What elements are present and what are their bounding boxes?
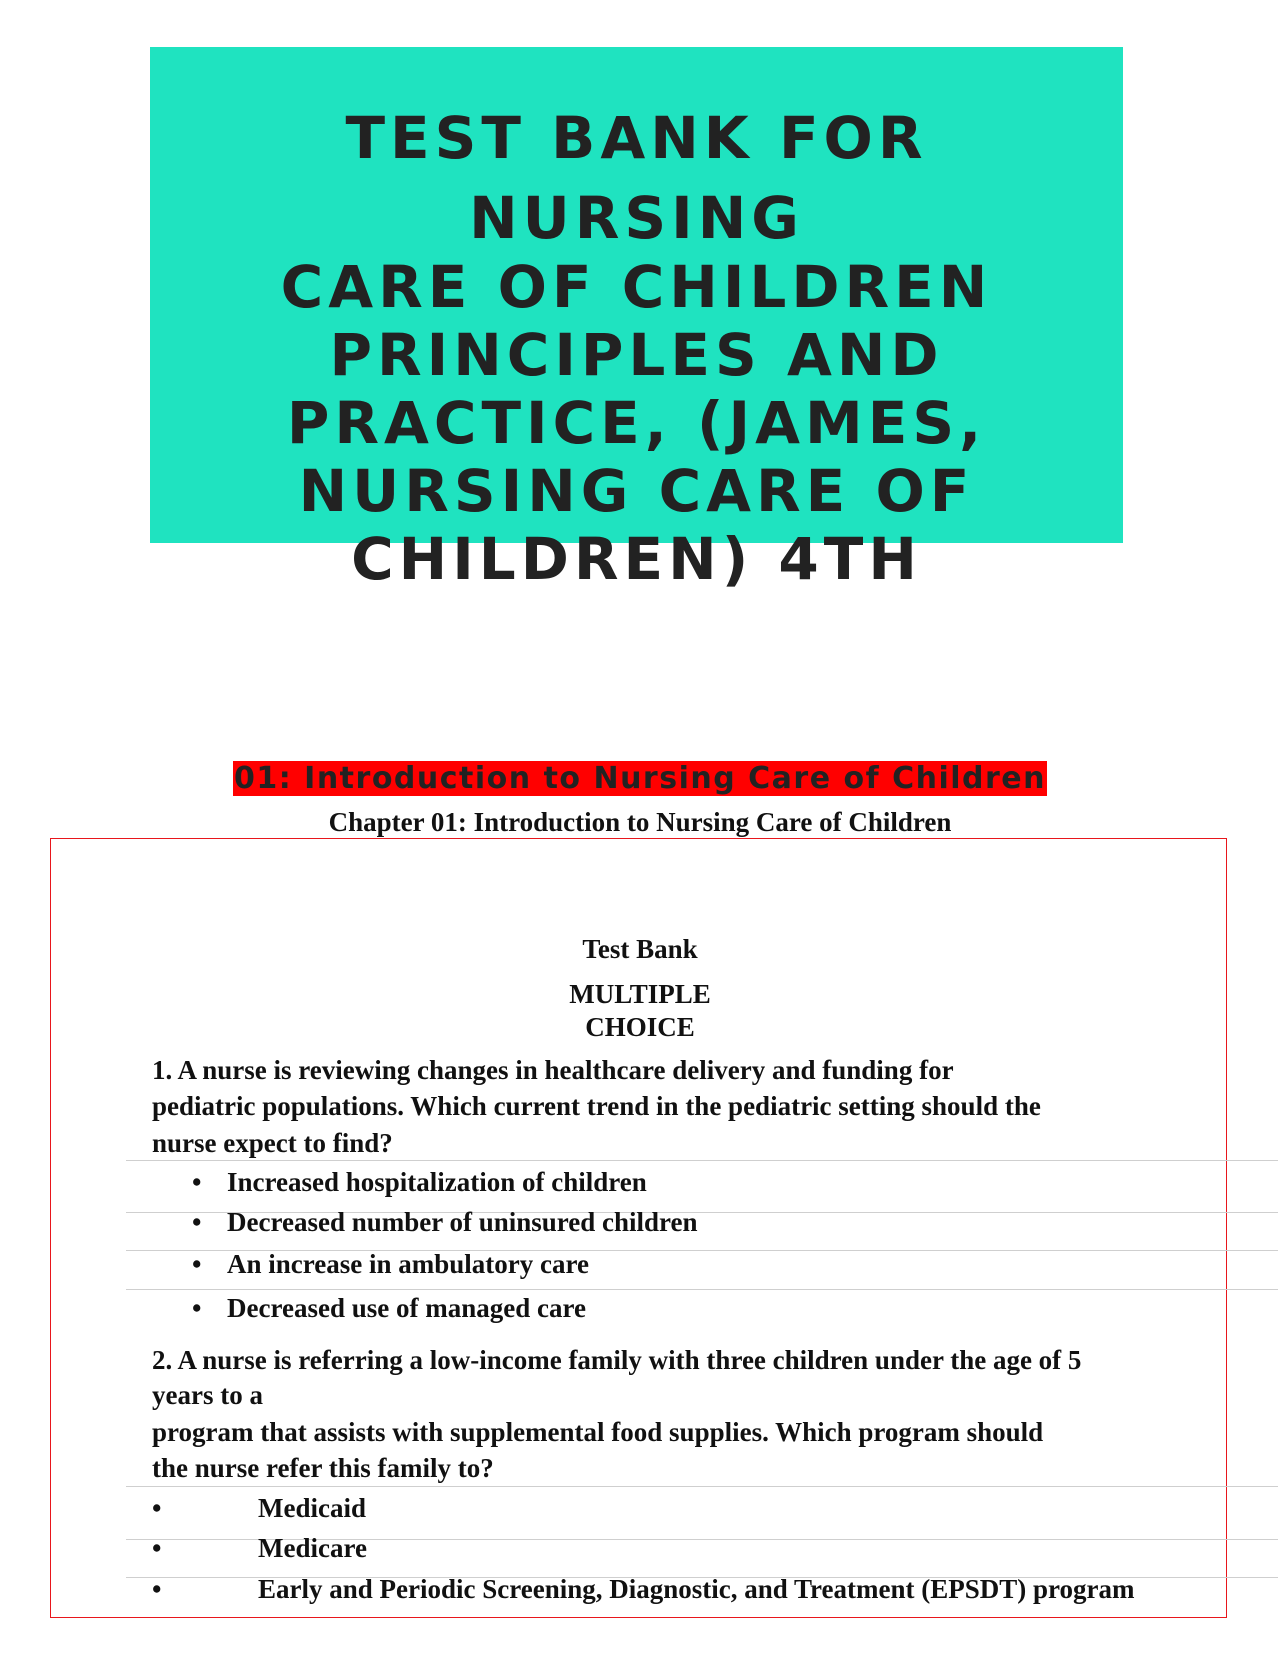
answer-option-label: Increased hospitalization of children: [227, 1167, 647, 1197]
question-text-line: program that assists with supplemental food supplies. Which program should: [152, 1417, 1044, 1447]
question-text-line: the nurse refer this family to?: [152, 1453, 494, 1483]
title-line: CHILDREN) 4TH: [351, 525, 922, 593]
bullet: •: [192, 1249, 202, 1279]
title-line: TEST BANK FOR: [345, 104, 928, 172]
answer-option-label: An increase in ambulatory care: [227, 1249, 589, 1279]
answer-option-label: Medicaid: [258, 1493, 366, 1523]
bullet: •: [152, 1533, 162, 1563]
chapter-subtitle: Chapter 01: Introduction to Nursing Care of Children: [328, 807, 952, 837]
chapter-heading-highlighted: [0, 760, 1280, 798]
question-text-line: nurse expect to find?: [152, 1128, 393, 1158]
divider: [126, 1486, 1278, 1487]
answer-option-label: Decreased use of managed care: [227, 1293, 586, 1323]
section-heading: Test Bank: [582, 934, 698, 964]
chapter-heading-text: 01: Introduction to Nursing Care of Children: [233, 761, 1047, 796]
question-text-line: 1. A nurse is reviewing changes in healthcare delivery and funding for: [152, 1055, 954, 1085]
answer-option-label: Early and Periodic Screening, Diagnostic, and Treatment (EPSDT) program: [258, 1574, 1135, 1604]
title-line: PRACTICE, (JAMES,: [286, 389, 987, 457]
bullet: •: [192, 1167, 202, 1197]
question-text-line: 2. A nurse is referring a low-income family with three children under the age of 5: [152, 1345, 1082, 1375]
question-text-line: years to a: [152, 1380, 263, 1410]
title-line: CARE OF CHILDREN: [280, 253, 993, 321]
title-line: NURSING: [469, 184, 804, 252]
divider: [126, 1289, 1278, 1290]
answer-option-label: Medicare: [258, 1533, 367, 1563]
title-banner: [150, 47, 1123, 593]
title-line: NURSING CARE OF: [298, 457, 975, 525]
title-line: PRINCIPLES AND: [329, 321, 944, 389]
bullet: •: [152, 1574, 162, 1604]
bullet: •: [192, 1293, 202, 1323]
question-type-label: CHOICE: [585, 1012, 695, 1042]
bullet: •: [192, 1207, 202, 1237]
answer-option-label: Decreased number of uninsured children: [227, 1207, 698, 1237]
divider: [126, 1160, 1278, 1161]
bullet: •: [152, 1493, 162, 1523]
question-type-label: MULTIPLE: [569, 979, 711, 1009]
question-text-line: pediatric populations. Which current trend in the pediatric setting should the: [152, 1091, 1041, 1121]
